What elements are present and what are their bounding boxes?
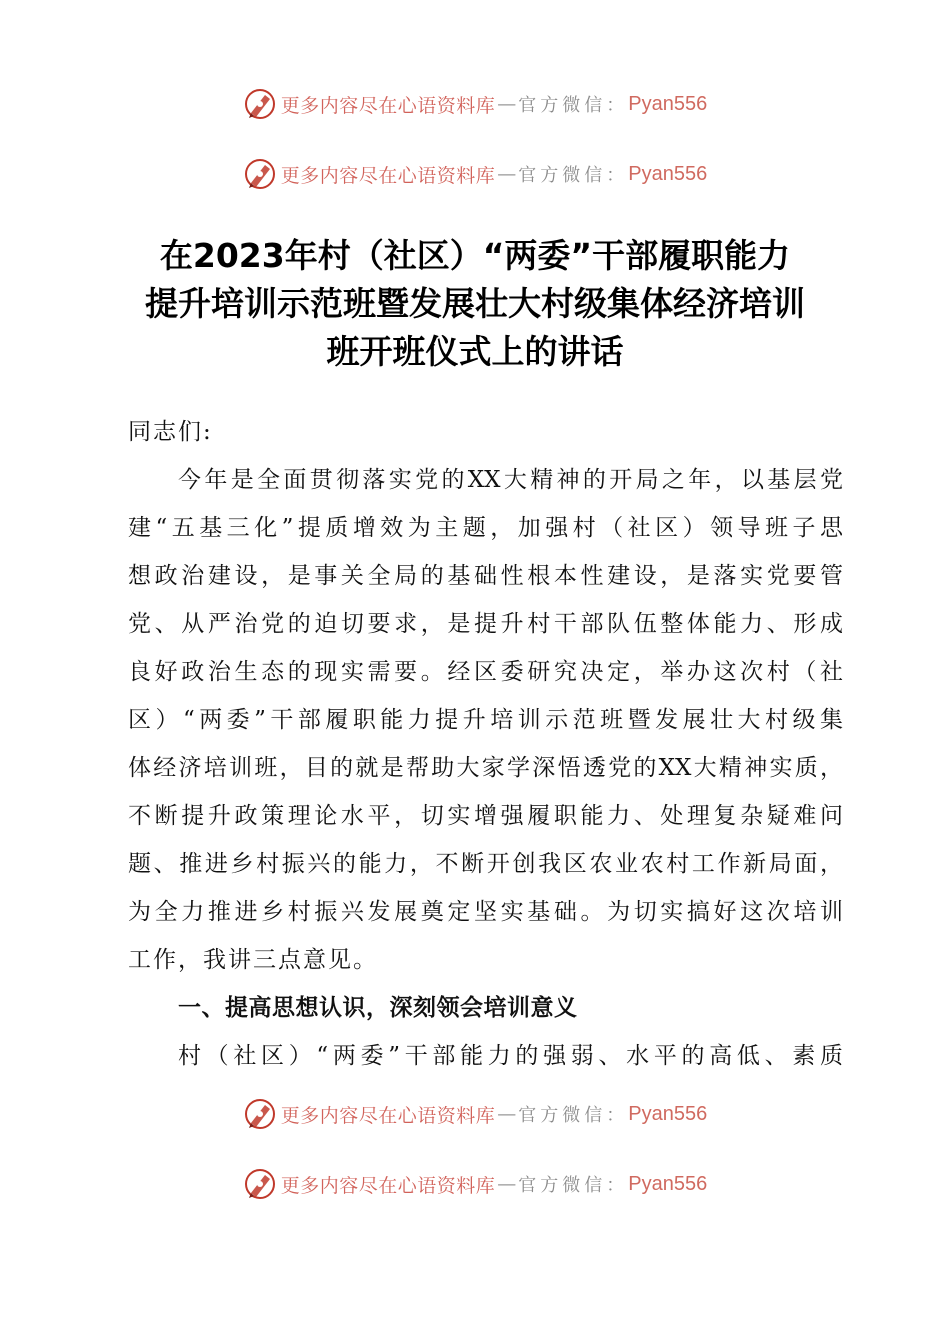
title-line: 提升培训示范班暨发展壮大村级集体经济培训 <box>145 284 805 323</box>
watermark-id: Pyan556 <box>628 162 708 185</box>
document-title <box>95 232 855 376</box>
watermark-banner-top-1 <box>0 84 950 124</box>
paragraph-line: 为全力推进乡村振兴发展奠定坚实基础。为切实搞好这次培训 <box>128 899 843 925</box>
paragraph-line: 今年是全面贯彻落实党的XX大精神的开局之年，以基层党 <box>178 467 843 493</box>
watermark-separator: — <box>497 1173 517 1195</box>
watermark-separator: — <box>497 93 517 115</box>
watermark-separator: — <box>497 1103 517 1125</box>
watermark-text: 更多内容尽在心语资料库 <box>280 94 496 117</box>
watermark-banner-bottom-2 <box>0 1164 950 1204</box>
pen-logo-icon <box>243 157 277 191</box>
paragraph-line: 不断提升政策理论水平，切实增强履职能力、处理复杂疑难问 <box>128 803 843 829</box>
document-body <box>128 408 843 1080</box>
watermark-banner-top-2 <box>0 154 950 194</box>
title-line: 在2023年村（社区）“两委”干部履职能力 <box>159 236 791 275</box>
paragraph-line: 党、从严治党的迫切要求，是提升村干部队伍整体能力、形成 <box>128 611 843 637</box>
pen-logo-icon <box>243 87 277 121</box>
paragraph-line: 村（社区）“两委”干部能力的强弱、水平的高低、素质 <box>178 1043 843 1069</box>
watermark-id: Pyan556 <box>628 1172 708 1195</box>
watermark-text: 更多内容尽在心语资料库 <box>280 1104 496 1127</box>
watermark-id: Pyan556 <box>628 1102 708 1125</box>
paragraph-line: 工作，我讲三点意见。 <box>128 947 378 973</box>
paragraph-line: 体经济培训班，目的就是帮助大家学深悟透党的XX大精神实质， <box>128 755 843 781</box>
paragraph-line: 建“五基三化”提质增效为主题，加强村（社区）领导班子思 <box>128 515 843 541</box>
title-line: 班开班仪式上的讲话 <box>326 332 624 371</box>
watermark-separator: — <box>497 163 517 185</box>
watermark-text: 更多内容尽在心语资料库 <box>280 1174 496 1197</box>
pen-logo-icon <box>243 1167 277 1201</box>
pen-logo-icon <box>243 1097 277 1131</box>
salutation: 同志们: <box>128 419 213 445</box>
paragraph-line: 区）“两委”干部履职能力提升培训示范班暨发展壮大村级集 <box>128 707 843 733</box>
paragraph-line: 良好政治生态的现实需要。经区委研究决定，举办这次村（社 <box>128 659 843 685</box>
watermark-banner-bottom-1 <box>0 1094 950 1134</box>
watermark-label: 官方微信： <box>518 165 629 186</box>
watermark-label: 官方微信： <box>518 1105 629 1126</box>
paragraph-line: 题、推进乡村振兴的能力，不断开创我区农业农村工作新局面， <box>128 851 843 877</box>
watermark-id: Pyan556 <box>628 92 708 115</box>
section-heading: 一、提高思想认识，深刻领会培训意义 <box>178 995 578 1021</box>
watermark-text: 更多内容尽在心语资料库 <box>280 164 496 187</box>
watermark-label: 官方微信： <box>518 1175 629 1196</box>
watermark-label: 官方微信： <box>518 95 629 116</box>
paragraph-line: 想政治建设，是事关全局的基础性根本性建设，是落实党要管 <box>128 563 843 589</box>
